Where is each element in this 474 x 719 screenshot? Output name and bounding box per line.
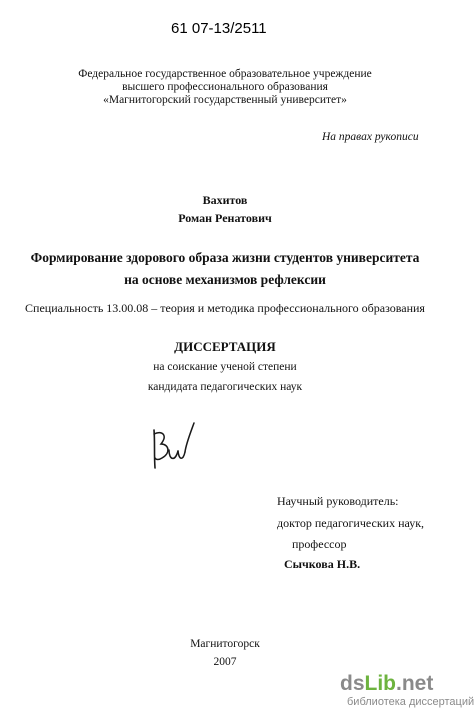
document-type: ДИССЕРТАЦИЯ — [174, 339, 276, 354]
institution-line-2: высшего профессионального образования — [122, 81, 328, 93]
supervisor-degree: доктор педагогических наук, — [277, 516, 425, 530]
dslib-watermark[interactable] — [340, 673, 474, 708]
degree-line-1: на соискание ученой степени — [153, 361, 297, 373]
watermark-ds: ds — [340, 672, 365, 695]
watermark-logo — [340, 673, 474, 695]
dissertation-title-line-2: на основе механизмов рефлексии — [124, 272, 326, 287]
institution-line-1: Федеральное государственное образовательное учреждение — [78, 68, 372, 80]
specialty-line: Специальность 13.00.08 – теория и методика профессионального образования — [25, 301, 425, 315]
dissertation-title-line-1: Формирование здорового образа жизни студентов университета — [30, 250, 420, 265]
supervisor-label: Научный руководитель: — [277, 494, 399, 508]
handwritten-signature — [145, 420, 201, 476]
institution-line-3: «Магнитогорский государственный университет» — [103, 94, 347, 106]
footer-city: Магнитогорск — [190, 638, 260, 650]
watermark-net: .net — [396, 672, 434, 695]
manuscript-rights-note: На правах рукописи — [322, 131, 419, 143]
document-code: 61 07-13/2511 — [171, 20, 267, 37]
watermark-lib: Lib — [364, 672, 397, 695]
watermark-subtitle: библиотека диссертаций — [347, 696, 474, 708]
author-full-name: Роман Ренатович — [178, 211, 272, 225]
footer-year: 2007 — [213, 656, 237, 668]
degree-line-2: кандидата педагогических наук — [147, 381, 303, 393]
supervisor-title: профессор — [292, 537, 347, 551]
supervisor-name: Сычкова Н.В. — [284, 557, 361, 571]
author-last-name: Вахитов — [202, 193, 248, 207]
